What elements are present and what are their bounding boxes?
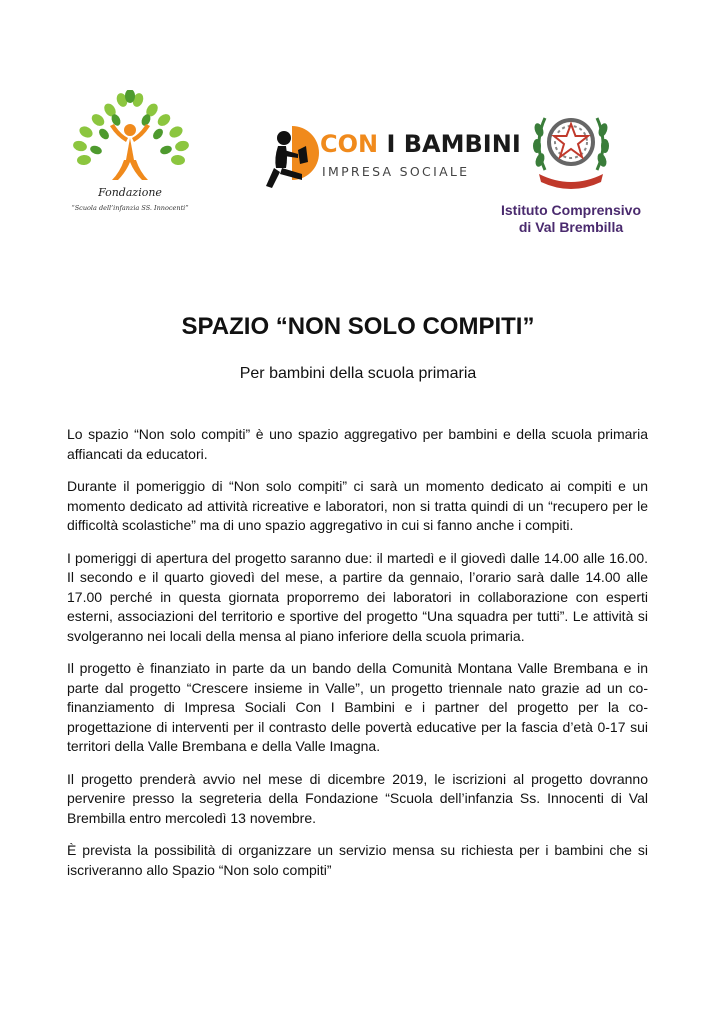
paragraph-afternoon: Durante il pomeriggio di “Non solo compiti” ci sarà un momento dedicato ai compiti e un momento dedicato ad attività ricreative e laboratori, non si tratta quindi di un “recupero per le difficoltà scolastiche” ma di uno spazio aggregativo in cui si fanno anche i compiti. [67,478,648,533]
impresa-sociale-label: IMPRESA SOCIALE [322,164,470,179]
document-title: SPAZIO “NON SOLO COMPITI” [181,313,535,340]
wordmark-i-bambini: I BAMBINI [386,130,521,158]
wordmark-con: CON [320,130,379,158]
paragraph-schedule: I pomeriggi di apertura del progetto saranno due: il martedì e il giovedì dalle 14.00 alle 16.00. Il secondo e il quarto giovedì del mese, a partire da gennaio, l’orario sarà dalle 14.00 alle 17.00 perché in questa giornata proporremo dei laboratori in collaborazione con esperti esterni, associazioni del territorio e sportive del progetto “Una squadra per tutti”. Le attività si svolgeranno nei locali della mensa al piano inferiore della scuola primaria. [67,549,648,644]
paragraph-funding: Il progetto è finanziato in parte da un bando della Comunità Montana Valle Brembana e in parte dal progetto “Crescere insieme in Valle”, un progetto triennale nato grazie ad un co-finanziamento di Impresa Sociali Con I Bambini e i partner del progetto per la co-progettazione di interventi per il contrasto delle povertà educative per la fascia d’età 0-17 sui territori della Valle Brembana e della Valle Imagna. [67,660,648,754]
document-body [67,425,648,893]
paragraph-intro: Lo spazio “Non solo compiti” è uno spazio aggregativo per bambini e della scuola primaria affiancati da educatori. [67,426,648,462]
istituto-line-1: Istituto Comprensivo [500,202,641,218]
fondazione-name: Fondazione [98,186,162,199]
paragraph-canteen: È prevista la possibilità di organizzare un servizio mensa su richiesta per i bambini che si iscriveranno allo Spazio “Non solo compiti” [67,842,648,878]
fondazione-subtitle: “Scuola dell’infanzia SS. Innocenti” [71,204,189,212]
istituto-line-2: di Val Brembilla [518,219,624,235]
paragraph-registration: Il progetto prenderà avvio nel mese di dicembre 2019, le iscrizioni al progetto dovranno pervenire presso la segreteria della Fondazione “Scuola dell’infanzia Ss. Innocenti di Val Brembilla entro mercoledì 13 novembre. [67,770,648,826]
fondazione-logo [60,90,200,220]
child-reading-icon [262,124,320,190]
tree-icon [60,90,200,186]
con-i-bambini-logo [262,124,521,194]
italian-emblem-icon [531,100,611,192]
con-i-bambini-wordmark [320,130,521,158]
document-subtitle: Per bambini della scuola primaria [239,365,477,382]
istituto-logo [496,100,646,240]
